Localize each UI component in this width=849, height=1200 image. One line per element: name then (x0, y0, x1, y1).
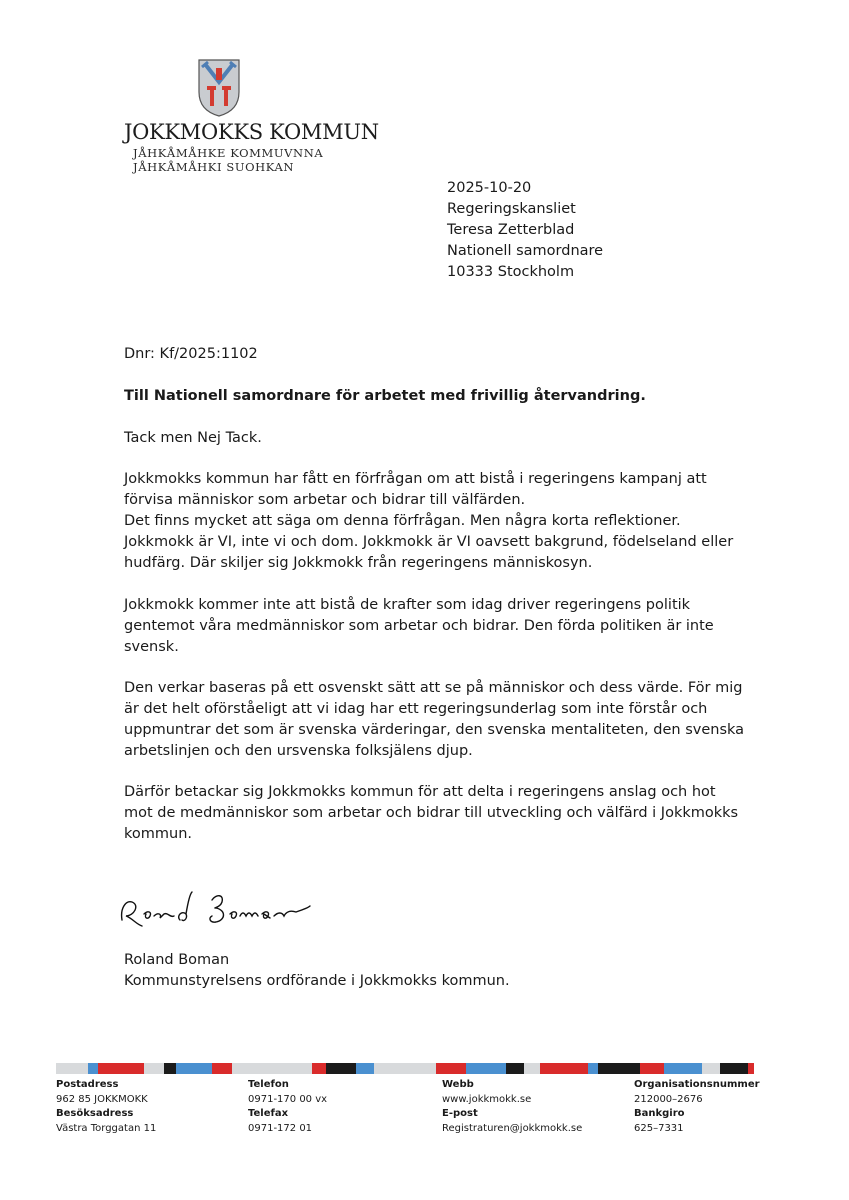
signer-block (124, 950, 510, 992)
paragraph-line: Därför betackar sig Jokkmokks kommun för att delta i regeringens anslag och hot (124, 784, 716, 800)
paragraph-line: förvisa människor som arbetar och bidrar till välfärden. (124, 492, 526, 508)
footer-label: Besöksadress (56, 1108, 134, 1119)
letter-date: 2025-10-20 (447, 180, 532, 196)
handwritten-signature (112, 880, 332, 940)
paragraph-line: Jokkmokk är VI, inte vi och dom. Jokkmokk är VI oavsett bakgrund, födelseland eller (124, 534, 734, 550)
stripe-segment (702, 1063, 720, 1074)
footer-phone-column (248, 1078, 327, 1136)
stripe-segment (232, 1063, 312, 1074)
reference-number: Dnr: Kf/2025:1102 (124, 346, 258, 362)
paragraph-line: arbetslinjen och den ursvenska folksjälens djup. (124, 743, 473, 759)
paragraph-line: kommun. (124, 826, 192, 842)
stripe-segment (506, 1063, 524, 1074)
paragraph-line: Jokkmokks kommun har fått en förfrågan om att bistå i regeringens kampanj att (124, 471, 707, 487)
paragraph-line: svensk. (124, 639, 179, 655)
org-name: JOKKMOKKS KOMMUN (124, 120, 379, 144)
footer-value: 212000–2676 (634, 1093, 703, 1105)
footer-value: 0971-170 00 vx (248, 1093, 328, 1105)
recipient-name: Teresa Zetterblad (447, 222, 575, 238)
stripe-segment (164, 1063, 176, 1074)
letter-greeting: Tack men Nej Tack. (124, 430, 262, 446)
stripe-segment (356, 1063, 374, 1074)
paragraph-line: gentemot våra medmänniskor som arbetar och bidrar. Den förda politiken är inte (124, 618, 714, 634)
footer-label: Telefax (248, 1108, 289, 1119)
org-name-sami-north: JÅHKÅMÅHKE KOMMUVNNA (133, 146, 324, 160)
stripe-segment (144, 1063, 164, 1074)
paragraph-line: mot de medmänniskor som arbetar och bidrar till utveckling och välfärd i Jokkmokks (124, 805, 739, 821)
recipient-postal: 10333 Stockholm (447, 264, 575, 280)
municipal-coat-of-arms-icon (196, 58, 242, 118)
footer-value: 625–7331 (634, 1122, 684, 1134)
letter-subject: Till Nationell samordnare för arbetet med frivillig återvandring. (124, 388, 646, 404)
stripe-segment (176, 1063, 212, 1074)
stripe-segment (720, 1063, 748, 1074)
stripe-segment (748, 1063, 754, 1074)
stripe-segment (436, 1063, 466, 1074)
footer-label: Telefon (248, 1079, 289, 1090)
footer-value: 962 85 JOKKMOKK (56, 1093, 148, 1105)
paragraph-line: uppmuntrar det som är svenska värderingar, den svenska mentaliteten, den svenska (124, 722, 745, 738)
signer-name: Roland Boman (124, 952, 230, 968)
footer-org-column (634, 1078, 760, 1136)
footer-label: Bankgiro (634, 1108, 685, 1119)
footer-value: Västra Torggatan 11 (56, 1122, 157, 1134)
stripe-segment (466, 1063, 506, 1074)
stripe-segment (56, 1063, 88, 1074)
footer-postal-column (56, 1078, 156, 1136)
footer-web-column (442, 1078, 582, 1136)
paragraph-4 (124, 782, 739, 845)
stripe-segment (212, 1063, 232, 1074)
recipient-organization: Regeringskansliet (447, 201, 576, 217)
stripe-segment (524, 1063, 540, 1074)
paragraph-line: Jokkmokk kommer inte att bistå de krafter som idag driver regeringens politik (124, 597, 691, 613)
stripe-segment (640, 1063, 664, 1074)
footer-website-link[interactable]: www.jokkmokk.se (442, 1093, 532, 1105)
stripe-segment (326, 1063, 356, 1074)
footer-color-stripe (56, 1063, 784, 1074)
signer-title: Kommunstyrelsens ordförande i Jokkmokks kommun. (124, 973, 510, 989)
stripe-segment (374, 1063, 436, 1074)
paragraph-line: Det finns mycket att säga om denna förfrågan. Men några korta reflektioner. (124, 513, 681, 529)
footer-label: Organisationsnummer (634, 1079, 760, 1090)
paragraph-3 (124, 678, 745, 762)
paragraph-2 (124, 595, 734, 658)
stripe-segment (98, 1063, 144, 1074)
org-name-sami-lule: JÅHKÅMÅHKI SUOHKAN (133, 160, 295, 174)
stripe-segment (598, 1063, 640, 1074)
footer-value: 0971-172 01 (248, 1122, 313, 1134)
footer-label: Webb (442, 1079, 474, 1090)
paragraph-line: är det helt oförståeligt att vi idag har ett regeringsunderlag som inte förstår och (124, 701, 708, 717)
stripe-segment (88, 1063, 98, 1074)
recipient-address-block (447, 178, 603, 283)
stripe-segment (588, 1063, 598, 1074)
paragraph-1 (124, 469, 734, 574)
recipient-title: Nationell samordnare (447, 243, 604, 259)
paragraph-line: Den verkar baseras på ett osvenskt sätt att se på människor och dess värde. För mig (124, 680, 743, 696)
footer-email-link[interactable]: Registraturen@jokkmokk.se (442, 1122, 583, 1134)
footer-label: Postadress (56, 1079, 119, 1090)
paragraph-line: hudfärg. Där skiljer sig Jokkmokk från regeringens människosyn. (124, 555, 593, 571)
stripe-segment (312, 1063, 326, 1074)
footer-label: E-post (442, 1108, 478, 1119)
stripe-segment (664, 1063, 702, 1074)
stripe-segment (540, 1063, 588, 1074)
